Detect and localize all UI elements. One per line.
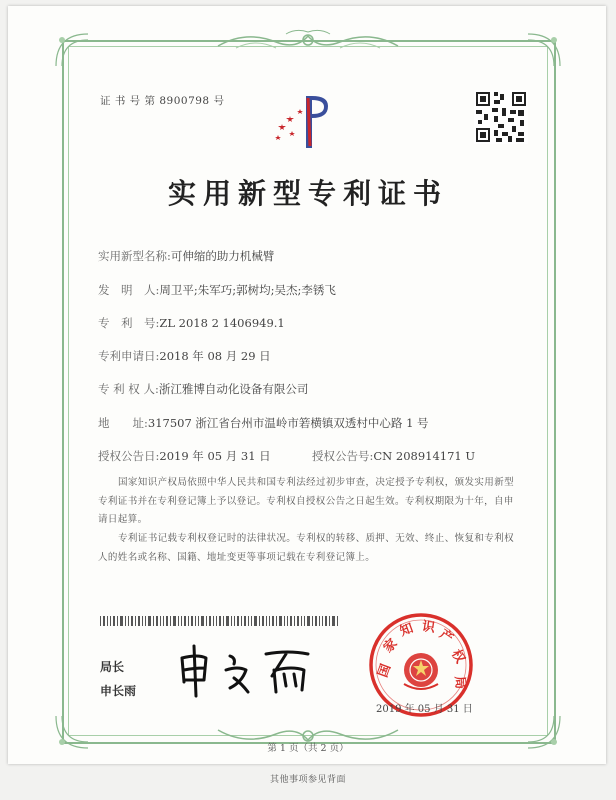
field-filing-date (98, 348, 271, 364)
legal-paragraph: 国家知识产权局依照中华人民共和国专利法经过初步审查，决定授予专利权，颁发实用新型专利证书并在专利登记簿上予以登记。专利权自授权公告之日起生效。专利权期限为十年，自申请日起算。 (98, 477, 515, 525)
field-label: 授权公告日: (98, 449, 160, 463)
field-utility-model-name (98, 248, 274, 264)
field-inventors (98, 282, 336, 298)
svg-text:识: 识 (420, 619, 436, 636)
field-value: 317507 浙江省台州市温岭市箬横镇双透村中心路 1 号 (147, 416, 429, 430)
field-label: 专 利 权 人: (98, 382, 159, 396)
page-number: 第 1 页（共 2 页） (267, 743, 349, 754)
field-label: 地 址: (98, 416, 148, 430)
field-value: 浙江雅博自动化设备有限公司 (158, 382, 309, 396)
field-patentee (98, 381, 308, 397)
signatory-title: 局长 (100, 660, 125, 674)
field-label: 实用新型名称: (98, 249, 171, 263)
cnipa-emblem-icon (270, 90, 346, 150)
field-value: ZL 2018 2 1406949.1 (159, 316, 285, 330)
barcode-icon (100, 616, 338, 626)
field-label: 专利申请日: (98, 349, 160, 363)
field-value: 周卫平;朱军巧;郭树均;吴杰;李锈飞 (159, 283, 336, 297)
svg-text:产: 产 (436, 626, 456, 647)
field-label: 授权公告号: (312, 449, 374, 463)
seal-date: 2019 年 05 月 31 日 (376, 704, 473, 715)
certificate-title: 实用新型专利证书 (167, 177, 448, 210)
svg-text:知: 知 (397, 621, 416, 640)
field-value: 2019 年 05 月 31 日 (159, 449, 271, 463)
svg-text:权: 权 (448, 647, 468, 667)
field-grant-number (312, 448, 475, 464)
field-value: 可伸缩的助力机械臂 (170, 249, 275, 263)
corner-ornament-icon (524, 30, 564, 70)
corner-ornament-icon (52, 30, 92, 70)
legal-paragraph: 专利证书记载专利权登记时的法律状况。专利权的转移、质押、无效、终止、恢复和专利权人的姓名或名称、国籍、地址变更等事项记载在专利登记簿上。 (98, 533, 515, 563)
field-label: 发 明 人: (98, 283, 160, 297)
svg-text:国: 国 (375, 662, 395, 680)
footer-note: 其他事项参见背面 (269, 775, 346, 785)
certificate-number: 证 书 号 第 8900798 号 (100, 95, 225, 107)
svg-text:家: 家 (380, 636, 401, 656)
field-grant-date (98, 448, 271, 464)
top-ornament-icon (216, 28, 400, 54)
field-value: CN 208914171 U (373, 449, 476, 463)
field-label: 专 利 号: (98, 316, 160, 330)
field-patent-number (98, 315, 285, 331)
field-value: 2018 年 08 月 29 日 (159, 349, 271, 363)
qr-code-icon (474, 90, 528, 144)
signatory-name: 申长雨 (100, 684, 137, 698)
svg-text:局: 局 (451, 675, 468, 690)
handwritten-signature-icon (172, 640, 322, 700)
field-address (98, 415, 429, 431)
